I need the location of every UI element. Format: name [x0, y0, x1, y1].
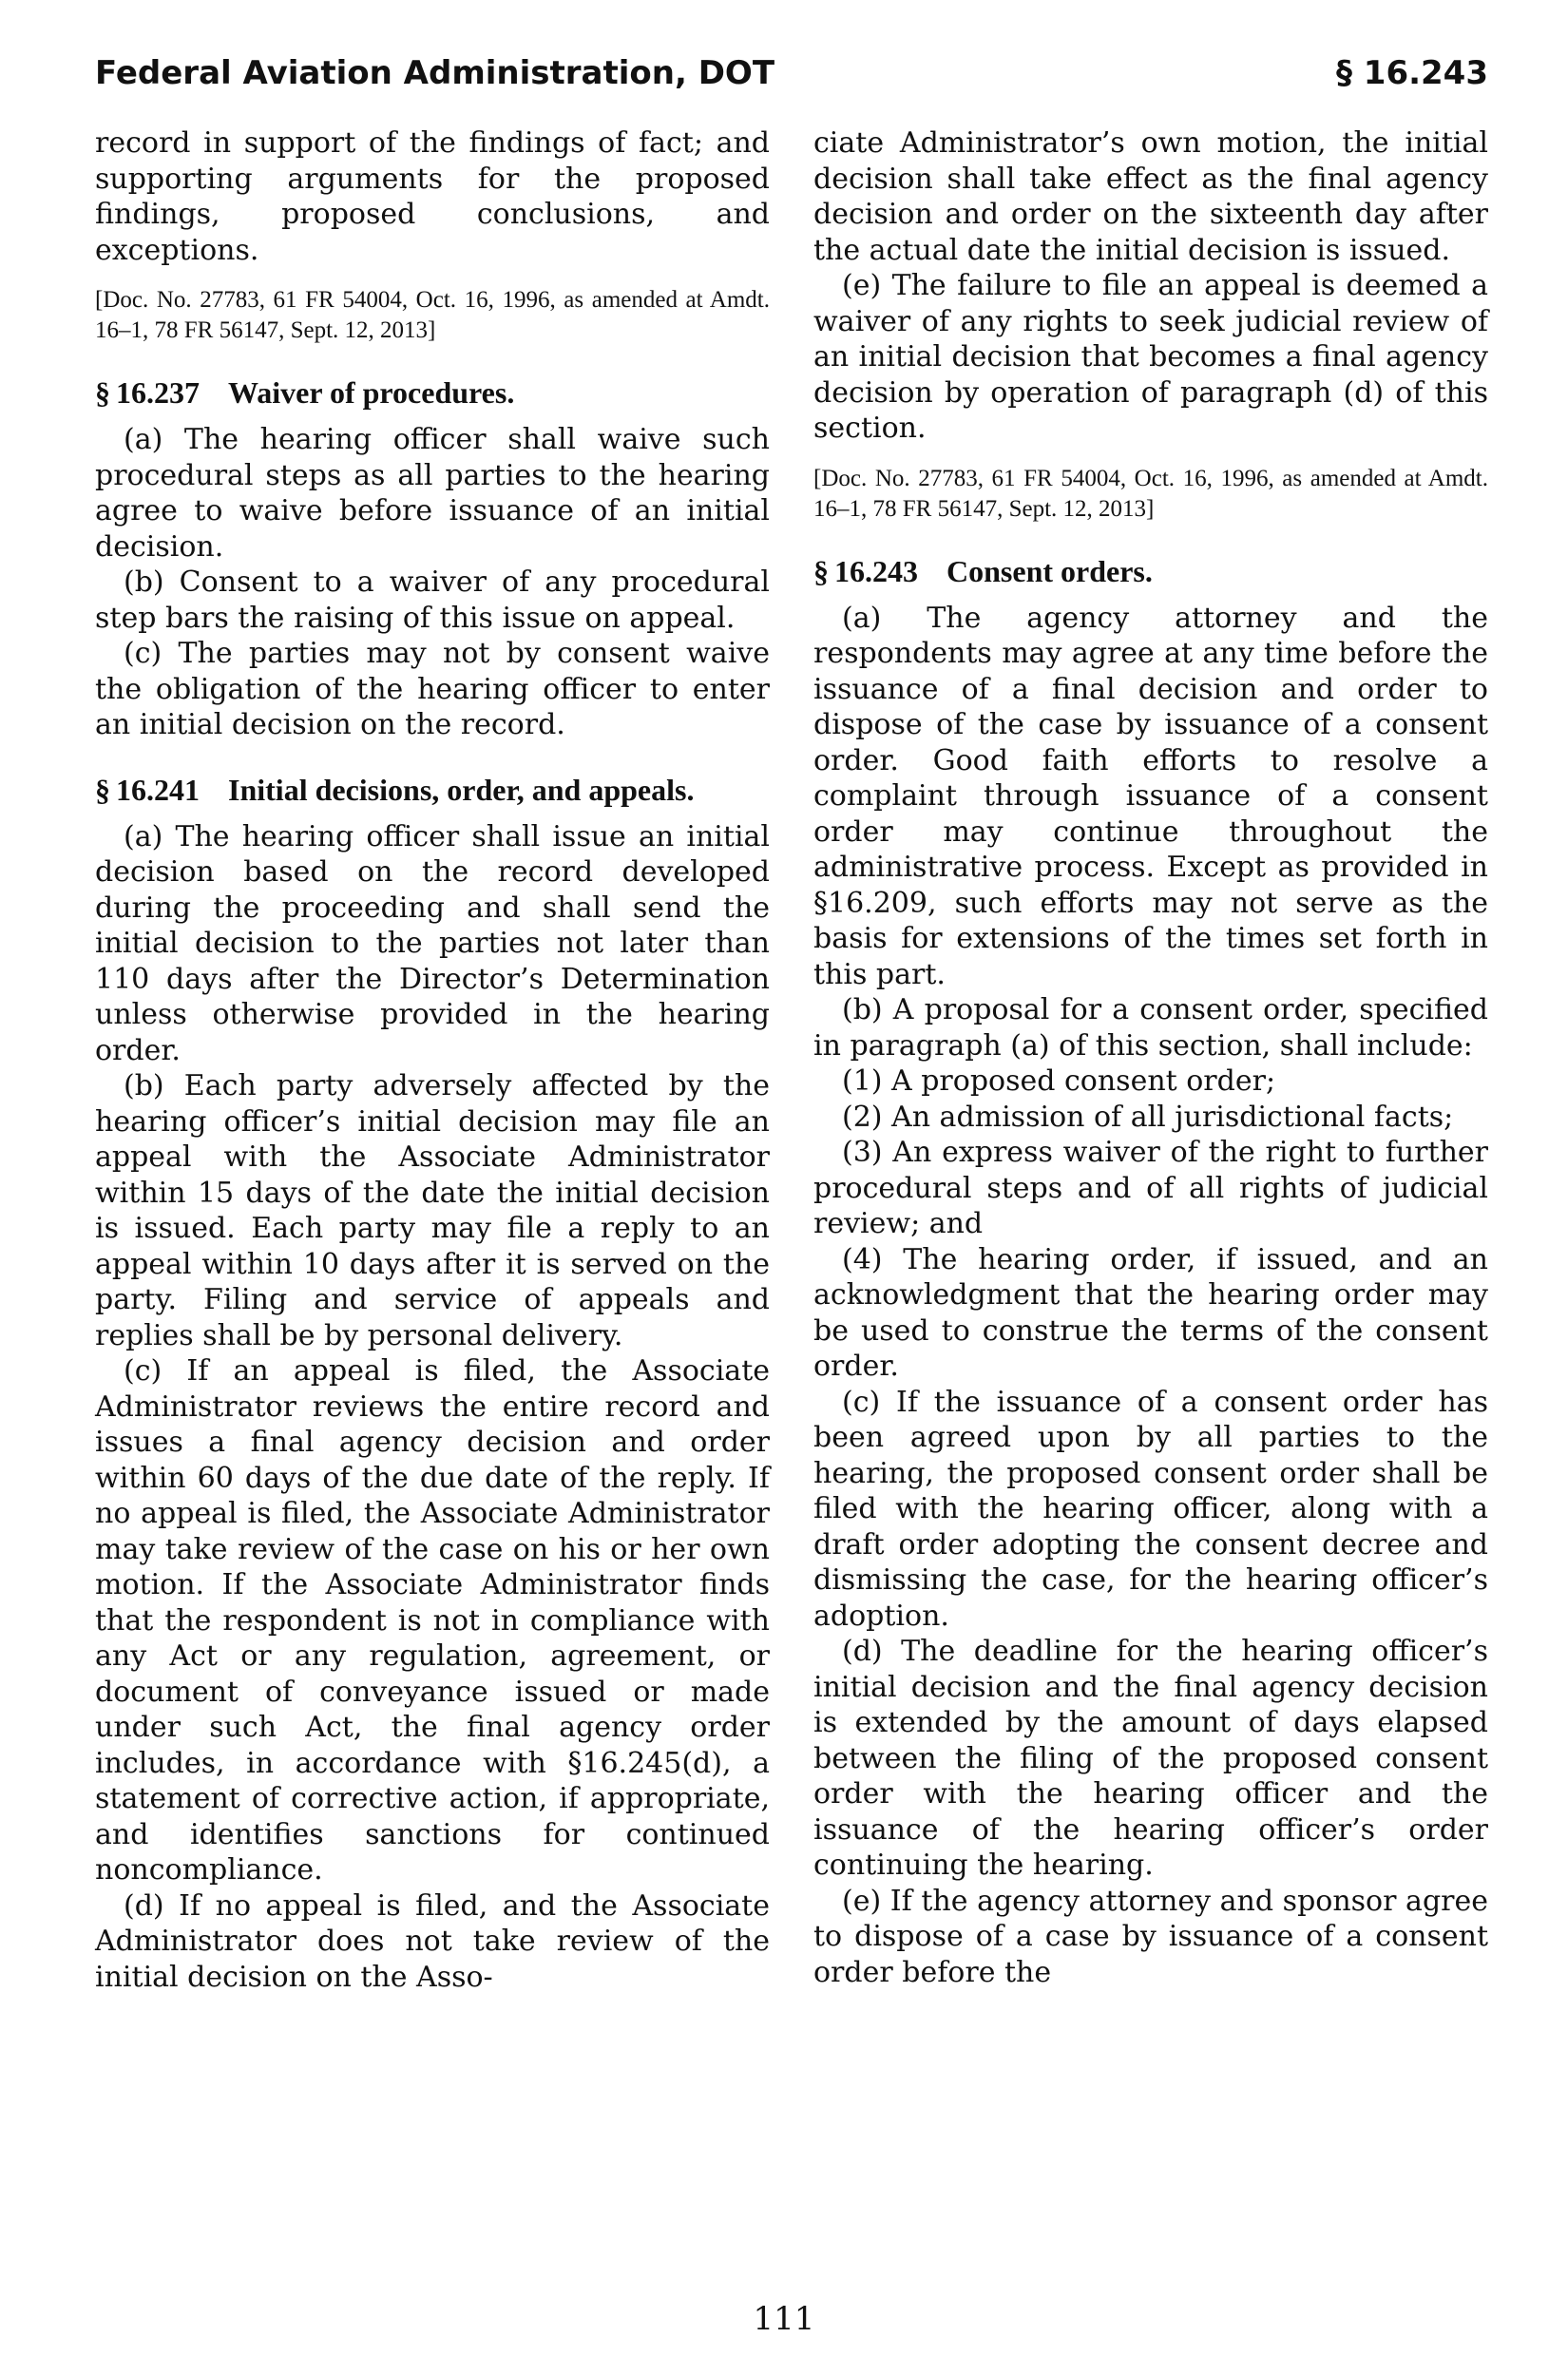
paragraph-16-241-d: (d) If no appeal is filed, and the Associate Administrator does not take review of the initial decision on the Asso- [95, 1888, 770, 1994]
paragraph-16-243-b-2: (2) An admission of all jurisdictional facts; [842, 1100, 1454, 1134]
section-heading-16-241 [95, 772, 770, 808]
paragraph-16-243-c: (c) If the issuance of a consent order has been agreed upon by all parties to the hearing, the proposed consent order shall be filed with the hearing officer, along with a draft order adopting the consent decree and dismissing the case, for the hearing officer’s adoption. [813, 1385, 1488, 1633]
paragraph-16-241-a: (a) The hearing officer shall issue an initial decision based on the record developed during the proceeding and shall send the initial decision to the parties not later than 110 days after the Director’s Determination unless otherwise provided in the hearing order. [95, 819, 770, 1067]
section-title: Waiver of procedures. [228, 375, 515, 410]
right-column [813, 125, 1488, 1990]
header-agency-title: Federal Aviation Administration, DOT [95, 54, 775, 92]
paragraph-16-243-b-1: (1) A proposed consent order; [842, 1064, 1276, 1098]
paragraph-16-237-c: (c) The parties may not by consent waive the obligation of the hearing officer to enter an initial decision on the record. [95, 637, 770, 741]
paragraph-16-241-e: (e) The failure to file an appeal is deemed a waiver of any rights to seek judicial review of an initial decision that becomes a final agency decision by operation of paragraph (d) of this section. [813, 269, 1488, 445]
paragraph-16-243-b-3: (3) An express waiver of the right to further procedural steps and of all rights of judicial review; and [813, 1136, 1488, 1240]
section-title: Initial decisions, order, and appeals. [228, 772, 695, 807]
header-section-number: § 16.243 [1335, 54, 1488, 92]
paragraph-16-241-c: (c) If an appeal is filed, the Associate Administrator reviews the entire record and issues a final agency decision and order within 60 days of the due date of the reply. If no appeal is filed, the Associate Administrator may take review of the case on his or her own motion. If the Associate Administrator finds that the respondent is not in compliance with any Act or any regulation, agreement, or document of conveyance issued or made under such Act, the final agency order includes, in accordance with §16.245(d), a statement of corrective action, if appropriate, and identifies sanctions for continued noncompliance. [95, 1354, 770, 1887]
page-number: 111 [753, 2300, 815, 2338]
paragraph-16-243-b: (b) A proposal for a consent order, specified in paragraph (a) of this section, shall include: [813, 993, 1488, 1063]
paragraph-16-243-a: (a) The agency attorney and the respondents may agree at any time before the issuance of a final decision and order to dispose of the case by issuance of a consent order. Good faith efforts to resolve a complaint through issuance of a consent order may continue throughout the administrative process. Except as provided in §16.209, such efforts may not serve as the basis for extensions of the times set forth in this part. [813, 601, 1488, 991]
document-page [95, 49, 1488, 2330]
running-header [95, 49, 1488, 97]
paragraph-16-243-e: (e) If the agency attorney and sponsor agree to dispose of a case by issuance of a consent order before the [813, 1884, 1488, 1989]
paragraph-continuation: ciate Administrator’s own motion, the initial decision shall take effect as the final agency decision and order on the sixteenth day after the actual date the initial decision is issued. [813, 126, 1488, 267]
paragraph-16-243-b-4: (4) The hearing order, if issued, and an acknowledgment that the hearing order may be used to construe the terms of the consent order. [813, 1242, 1488, 1383]
source-citation: [Doc. No. 27783, 61 FR 54004, Oct. 16, 1996, as amended at Amdt. 16–1, 78 FR 56147, Sept. 12, 2013] [813, 465, 1488, 522]
left-column [95, 125, 770, 1995]
source-citation: [Doc. No. 27783, 61 FR 54004, Oct. 16, 1996, as amended at Amdt. 16–1, 78 FR 56147, Sept. 12, 2013] [95, 287, 770, 343]
section-number: 16.241 [116, 772, 200, 807]
paragraph-16-237-a: (a) The hearing officer shall waive such procedural steps as all parties to the hearing agree to waive before issuance of an initial decision. [95, 423, 770, 564]
section-symbol: § [95, 772, 110, 807]
paragraph-16-243-d: (d) The deadline for the hearing officer’s initial decision and the final agency decision is extended by the amount of days elapsed between the filing of the proposed consent order with the hearing officer and the issuance of the hearing officer’s order continuing the hearing. [813, 1635, 1488, 1882]
paragraph-16-241-b: (b) Each party adversely affected by the hearing officer’s initial decision may file an appeal with the Associate Administrator within 15 days of the date the initial decision is issued. Each party may file a reply to an appeal within 10 days after it is served on the party. Filing and service of appeals and replies shall be by personal delivery. [95, 1069, 770, 1352]
section-number: 16.237 [116, 375, 200, 410]
section-heading-16-237 [95, 374, 770, 411]
paragraph-16-237-b: (b) Consent to a waiver of any procedural step bars the raising of this issue on appeal. [95, 565, 770, 635]
section-symbol: § [813, 553, 829, 588]
section-number: 16.243 [834, 553, 918, 588]
paragraph-continuation: record in support of the findings of fact; and supporting arguments for the proposed findings, proposed conclusions, and exceptions. [95, 126, 770, 267]
section-heading-16-243 [813, 553, 1488, 589]
section-title: Consent orders. [947, 553, 1153, 588]
section-symbol: § [95, 375, 110, 410]
